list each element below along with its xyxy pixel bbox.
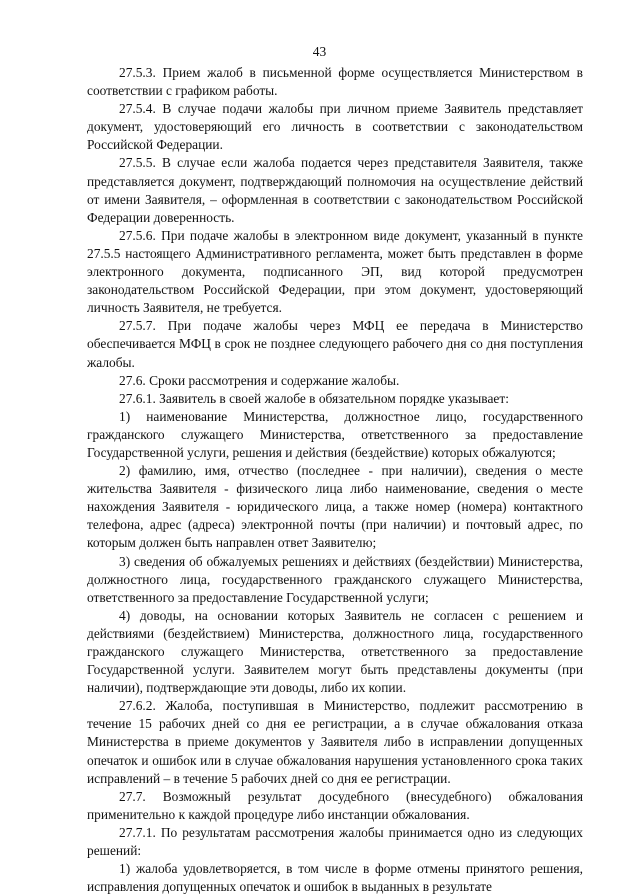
page-body bbox=[87, 64, 583, 896]
page-number: 43 bbox=[312, 44, 327, 59]
list-item-1: 1) наименование Министерства, должностное лицо, государственного гражданского служащего Министерства, ответственного за предоставление Государственной услуги, решения и действия (бездействие) которых обжалуются; bbox=[87, 408, 583, 460]
decision-item-1: 1) жалоба удовлетворяется, в том числе в форме отмены принятого решения, исправления допущенных опечаток и ошибок в выданных в результате bbox=[87, 861, 583, 895]
list-item-4: 4) доводы, на основании которых Заявитель не согласен с решением и действиями (бездействием) Министерства, должностного лица, государственного гражданского служащего Министерства, ответственного за предоставление Государственной услуги. Заявителем могут быть представлены документы (при наличии), подтверждающие эти доводы, либо их копии. bbox=[87, 607, 583, 696]
section-heading-27-7: 27.7. Возможный результат досудебного (внесудебного) обжалования применительно к каждой процедуре либо инстанции обжалования. bbox=[87, 788, 583, 822]
list-item-3: 3) сведения об обжалуемых решениях и действиях (бездействии) Министерства, должностного лица, государственного гражданского служащего Министерства, ответственного за предоставление Государственной услуги; bbox=[87, 553, 583, 605]
paragraph-27-7-1: 27.7.1. По результатам рассмотрения жалобы принимается одно из следующих решений: bbox=[87, 824, 583, 859]
paragraph-27-6-1: 27.6.1. Заявитель в своей жалобе в обязательном порядке указывает: bbox=[119, 390, 509, 406]
paragraph-27-5-6: 27.5.6. При подаче жалобы в электронном виде документ, указанный в пункте 27.5.5 настоящего Административного регламента, может быть представлен в форме электронного документа, подписанного ЭП, вид которой предусмотрен законодательством Российской Федерации, при этом документ, удостоверяющий личность Заявителя, не требуется. bbox=[87, 227, 583, 316]
paragraph-27-6-2: 27.6.2. Жалоба, поступившая в Министерство, подлежит рассмотрению в течение 15 рабочих дней со дня ее регистрации, а в случае обжалования отказа Министерства в приеме документов у Заявителя либо в исправлении допущенных опечаток и ошибок или в случае обжалования нарушения установленного срока таких исправлений – в течение 5 рабочих дней со дня ее регистрации. bbox=[87, 698, 583, 786]
paragraph-27-5-3: 27.5.3. Прием жалоб в письменной форме осуществляется Министерством в соответствии с графиком работы. bbox=[87, 65, 583, 99]
paragraph-27-5-4: 27.5.4. В случае подачи жалобы при личном приеме Заявитель представляет документ, удостоверяющий его личность в соответствии с законодательством Российской Федерации. bbox=[87, 101, 583, 153]
paragraph-27-5-5: 27.5.5. В случае если жалоба подается через представителя Заявителя, также представляется документ, подтверждающий полномочия на осуществление действий от имени Заявителя, – оформленная в соответствии с законодательством Российской Федерации доверенность. bbox=[87, 155, 583, 225]
list-item-2: 2) фамилию, имя, отчество (последнее - при наличии), сведения о месте жительства Заявителя - физического лица либо наименование, сведения о месте нахождения Заявителя - юридического лица, а также номер (номера) контактного телефона, адрес (адреса) электронной почты (при наличии) и почтовый адрес, по которым должен быть направлен ответ Заявителю; bbox=[87, 463, 583, 551]
section-heading-27-6: 27.6. Сроки рассмотрения и содержание жалобы. bbox=[119, 372, 400, 388]
paragraph-27-5-7: 27.5.7. При подаче жалобы через МФЦ ее передача в Министерство обеспечивается МФЦ в срок не позднее следующего рабочего дня со дня поступления жалобы. bbox=[87, 318, 583, 370]
